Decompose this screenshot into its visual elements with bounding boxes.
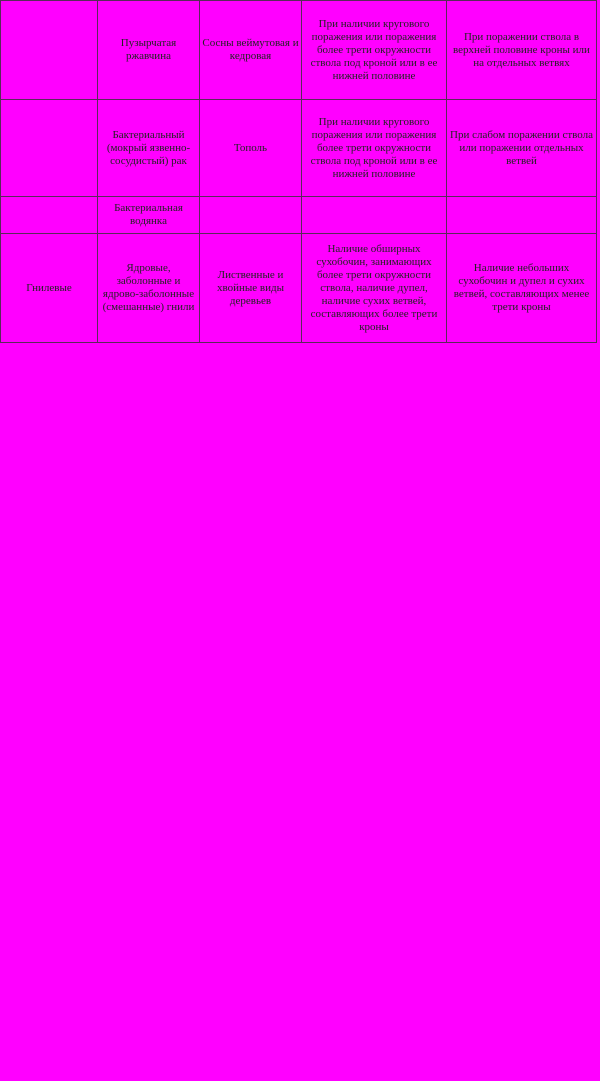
- table-row: [1, 234, 597, 343]
- cell-condition-severe: При наличии кругового поражения или поражения более трети окружности ствола под кроной или в ее нижней половине: [302, 1, 447, 100]
- table-row: [1, 1, 597, 100]
- cell-species: Лиственные и хвойные виды деревьев: [200, 234, 302, 343]
- cell-pathogen: Пузырчатая ржавчина: [98, 1, 200, 100]
- cell-disease-type: Гнилевые: [1, 234, 98, 343]
- cell-species: Тополь: [200, 100, 302, 197]
- cell-condition-severe: [302, 197, 447, 234]
- cell-condition-mild: При поражении ствола в верхней половине кроны или на отдельных ветвях: [447, 1, 597, 100]
- cell-pathogen: Бактериальная водянка: [98, 197, 200, 234]
- cell-condition-mild: [447, 197, 597, 234]
- cell-disease-type: [1, 197, 98, 234]
- cell-condition-severe: Наличие обширных сухобочин, занимающих более трети окружности ствола, наличие дупел, наличие сухих ветвей, составляющих более трети кроны: [302, 234, 447, 343]
- cell-condition-severe: При наличии кругового поражения или поражения более трети окружности ствола под кроной или в ее нижней половине: [302, 100, 447, 197]
- cell-disease-type: [1, 1, 98, 100]
- cell-condition-mild: Наличие небольших сухобочин и дупел и сухих ветвей, составляющих менее трети кроны: [447, 234, 597, 343]
- cell-disease-type: [1, 100, 98, 197]
- document-page: [0, 0, 596, 343]
- cell-pathogen: Ядровые, заболонные и ядрово-заболонные (смешанные) гнили: [98, 234, 200, 343]
- cell-condition-mild: При слабом поражении ствола или поражении отдельных ветвей: [447, 100, 597, 197]
- disease-table: [0, 0, 597, 343]
- table-row: [1, 100, 597, 197]
- cell-species: [200, 197, 302, 234]
- cell-pathogen: Бактериальный (мокрый язвенно-сосудистый) рак: [98, 100, 200, 197]
- table-row: [1, 197, 597, 234]
- cell-species: Сосны веймутовая и кедровая: [200, 1, 302, 100]
